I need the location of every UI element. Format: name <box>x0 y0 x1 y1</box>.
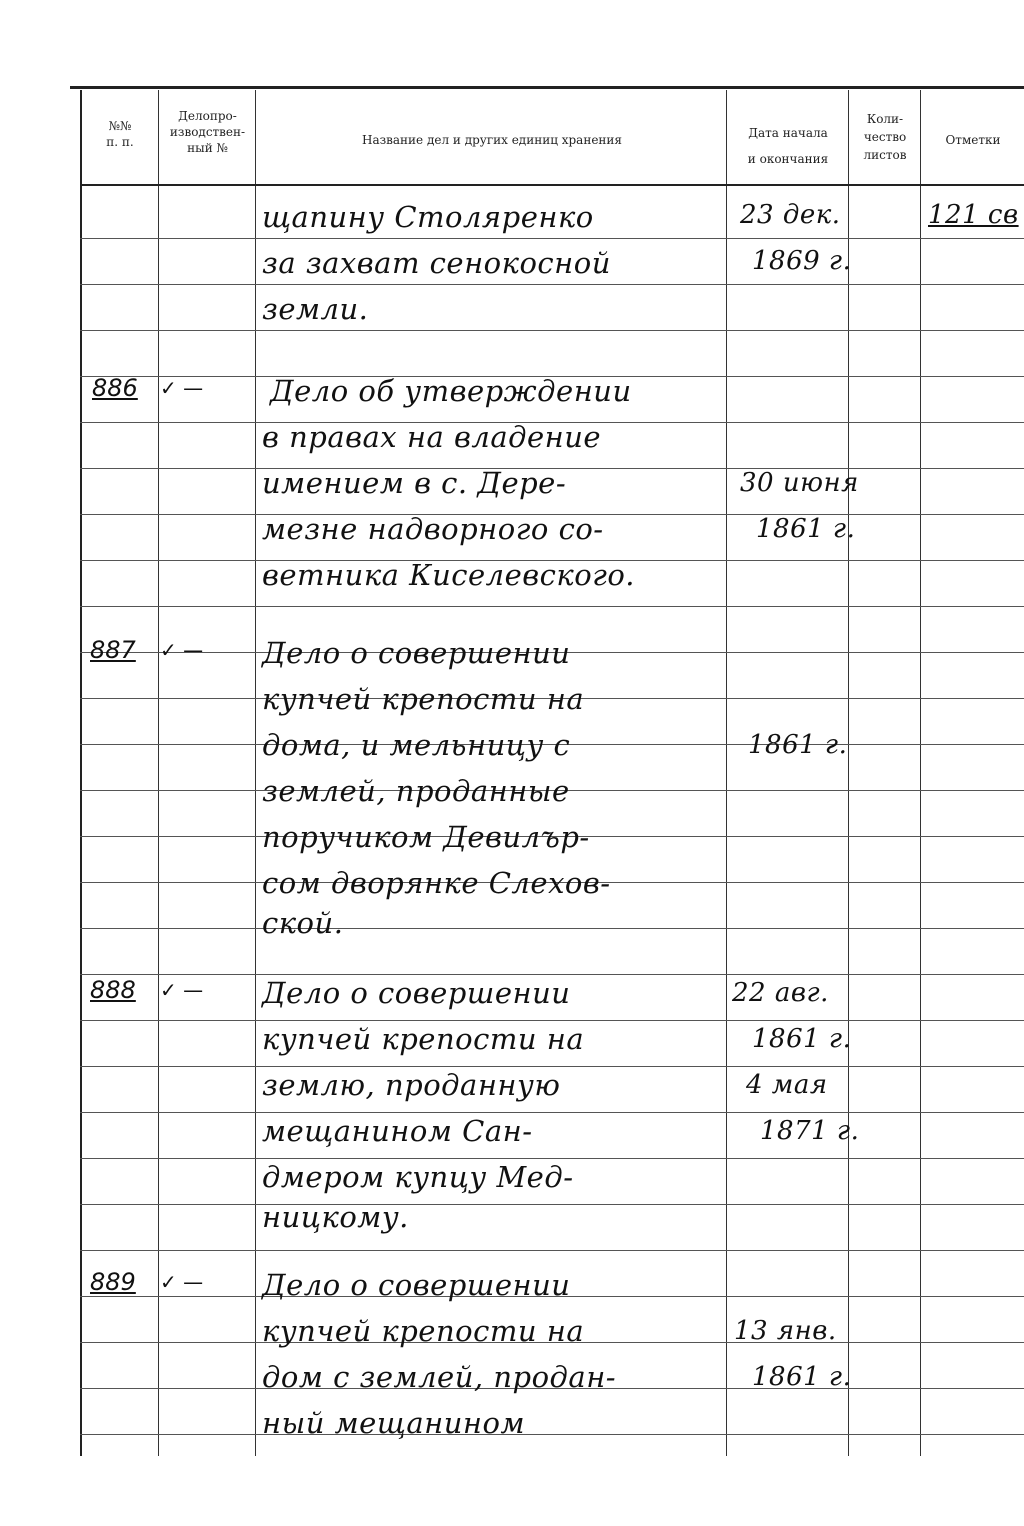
column-divider <box>848 90 849 1456</box>
entry-mark: ✓ — <box>160 978 204 1002</box>
entry-text-line: землей, проданные <box>262 774 570 808</box>
entry-date: 22 авг. <box>732 978 829 1008</box>
entry-text-line: Дело об утверждении <box>270 374 632 408</box>
ruled-line <box>80 1020 1024 1021</box>
entry-text-line: ской. <box>262 906 344 940</box>
entry-text-line: купчей крепости на <box>262 1314 585 1348</box>
header-num: №№ п. п. <box>106 119 134 149</box>
ruled-line <box>80 1158 1024 1159</box>
entry-text-line: дом с землей, продан- <box>262 1360 617 1394</box>
entry-text-line: земли. <box>262 292 369 326</box>
entry-date: 1861 г. <box>756 514 856 544</box>
header-record: Делопро- изводствен- ный № <box>169 109 246 155</box>
header-sheets: Коли- чество листов <box>863 112 907 162</box>
entry-text-line: в правах на владение <box>262 420 602 454</box>
ruled-line <box>80 1250 1024 1251</box>
ruled-line <box>80 1434 1024 1435</box>
entry-text-line: ветника Киселевского. <box>262 558 636 592</box>
column-divider <box>255 90 256 1456</box>
entry-text-line: поручиком Девилър- <box>262 820 590 854</box>
entry-text-line: сом дворянке Слехов- <box>262 866 611 900</box>
entry-text-line: ницкому. <box>262 1200 409 1234</box>
entry-date: 30 июня <box>740 468 859 498</box>
header-notes: Отметки <box>945 133 1001 147</box>
entry-text-line: купчей крепости на <box>262 682 585 716</box>
entry-date: 13 янв. <box>734 1316 837 1346</box>
entry-text-line: мезне надворного со- <box>262 512 604 546</box>
entry-text-line: дмером купцу Мед- <box>262 1160 574 1194</box>
entry-mark: ✓ — <box>160 638 204 662</box>
ruled-line <box>80 330 1024 331</box>
ruled-line <box>80 1066 1024 1067</box>
ruled-line <box>80 928 1024 929</box>
entry-text-line: Дело о совершении <box>262 1268 571 1302</box>
entry-text-line: за захват сенокосной <box>262 246 611 280</box>
entry-number: 888 <box>90 976 136 1004</box>
header-dates: Дата начала и окончания <box>747 126 829 166</box>
entry-date: 1861 г. <box>752 1362 852 1392</box>
entry-text-line: Дело о совершении <box>262 976 571 1010</box>
entry-text-line: землю, проданную <box>262 1068 561 1102</box>
column-divider <box>920 90 921 1456</box>
column-divider <box>158 90 159 1456</box>
entry-date: 1861 г. <box>752 1024 852 1054</box>
ruled-line <box>80 974 1024 975</box>
entry-text-line: ный мещанином <box>262 1406 526 1440</box>
entry-text-line: дома, и мельницу с <box>262 728 571 762</box>
entry-text-line: Дело о совершении <box>262 636 571 670</box>
ruled-line <box>80 1204 1024 1205</box>
entry-mark: ✓ — <box>160 1270 204 1294</box>
entry-mark: ✓ — <box>160 376 204 400</box>
entry-text-line: имением в с. Дере- <box>262 466 567 500</box>
entry-date: 1871 г. <box>760 1116 860 1146</box>
entry-date: 1861 г. <box>748 730 848 760</box>
column-divider <box>80 90 82 1456</box>
entry-date: 1869 г. <box>752 246 852 276</box>
column-divider <box>726 90 727 1456</box>
entry-note: 121 св <box>928 200 1019 230</box>
entry-text-line: купчей крепости на <box>262 1022 585 1056</box>
header-title: Название дел и других единиц хранения <box>361 133 622 147</box>
entry-date: 23 дек. <box>740 200 841 230</box>
entry-number: 887 <box>90 636 136 664</box>
top-rule <box>70 86 1024 89</box>
header-bottom-rule <box>80 184 1024 186</box>
ruled-line <box>80 606 1024 607</box>
entry-number: 886 <box>92 374 138 402</box>
ruled-line <box>80 284 1024 285</box>
entry-text-line: мещанином Сан- <box>262 1114 533 1148</box>
entry-date: 4 мая <box>746 1070 828 1100</box>
entry-number: 889 <box>90 1268 136 1296</box>
entry-text-line: щапину Столяренко <box>262 200 594 234</box>
ruled-line <box>80 238 1024 239</box>
ruled-line <box>80 1112 1024 1113</box>
